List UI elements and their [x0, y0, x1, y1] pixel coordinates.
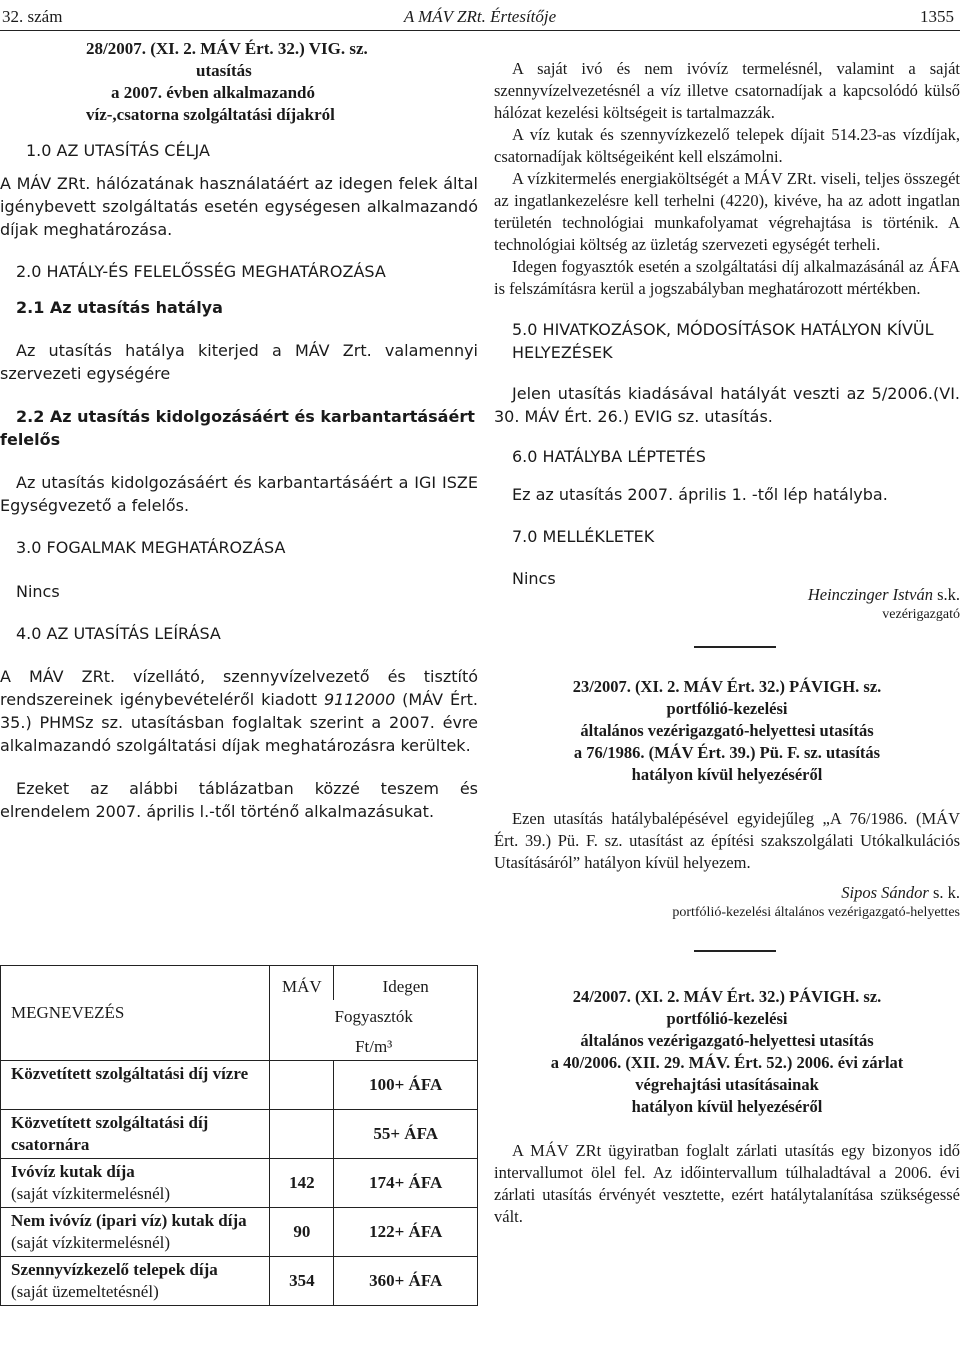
- row-mav-value: [270, 1061, 334, 1110]
- column-header-unit: Ft/m³: [270, 1030, 478, 1061]
- signature-1: Heinczinger István s.k.: [807, 585, 960, 604]
- section-3-text: Nincs: [16, 582, 60, 601]
- right-column: [494, 58, 960, 1228]
- row-mav-value: 90: [270, 1208, 334, 1257]
- row-mav-value: [270, 1110, 334, 1159]
- column-header-mav: MÁV: [270, 966, 334, 1001]
- table-row: [1, 1110, 478, 1159]
- doc2-title: 23/2007. (XI. 2. MÁV Ért. 32.) PÁVIGH. sz. portfólió-kezelési általános vezérigazgató-helyettesi utasítás a 76/1986. (MÁV Ért. 39.) Pü. F. sz. utasítás hatályon kívül helyezéséről: [572, 677, 882, 784]
- doc3-title: 24/2007. (XI. 2. MÁV Ért. 32.) PÁVIGH. sz. portfólió-kezelési általános vezérigazgató-helyettesi utasítás a 40/2006. (XII. 29. MÁV. Ért. 52.) 2006. évi zárlat végrehajtási utasításainak hatályon kívül helyezéséről: [550, 987, 904, 1116]
- row-idegen-value: 100+ ÁFA: [334, 1061, 478, 1110]
- section-2-1-heading: 2.1 Az utasítás hatálya: [16, 298, 223, 317]
- section-2-2-heading: 2.2 Az utasítás kidolgozásáért és karbantartásáért felelős: [0, 407, 475, 449]
- section-2-2-text: Az utasítás kidolgozásáért és karbantartásáért a IGI ISZE Egységvezető a felelős.: [0, 473, 478, 515]
- section-7-text: Nincs: [512, 569, 556, 588]
- doc2-text: Ezen utasítás hatálybalépésével egyidejűleg „A 76/1986. (MÁV Ért. 39.) Pü. F. sz. utasítást az építési szakszolgálati Utókalkulációs Utasításáról” hatályon kívül helyezem.: [494, 809, 960, 872]
- row-idegen-value: 122+ ÁFA: [334, 1208, 478, 1257]
- row-mav-value: 142: [270, 1159, 334, 1208]
- table-row: [1, 1159, 478, 1208]
- row-idegen-value: 55+ ÁFA: [334, 1110, 478, 1159]
- row-label: Nem ivóvíz (ipari víz) kutak díja (saját vízkitermelésnél): [1, 1208, 270, 1257]
- section-2-1-text: Az utasítás hatálya kiterjed a MÁV Zrt. valamennyi szervezeti egységére: [0, 341, 478, 383]
- section-3-heading: 3.0 FOGALMAK MEGHATÁROZÁSA: [16, 538, 286, 557]
- page-number: 1355: [920, 7, 954, 26]
- column-header-name: MEGNEVEZÉS: [1, 966, 270, 1061]
- doc1-title-line: víz-,csatorna szolgáltatási díjakról: [86, 105, 335, 124]
- table-row: [1, 1061, 478, 1110]
- row-label: Közvetített szolgáltatási díj csatornára: [1, 1110, 270, 1159]
- doc1-title: [0, 38, 478, 126]
- page-header: [0, 6, 960, 28]
- right-paragraph-3: A vízkitermelés energiaköltségét a MÁV ZRt. viseli, teljes összegét az ingatlankezelésre kell terhelni (4220), kivéve, ha az adott ingatlan területén technológiai munkafolyamat végrehajtása is történik. A technológiai költség az üzletág szervezeti egységét terheli.: [494, 169, 960, 254]
- doc1-title-line: 28/2007. (XI. 2. MÁV Ért. 32.) VIG. sz.: [86, 39, 368, 58]
- signatory-title: vezérigazgató: [882, 607, 960, 622]
- row-label: Közvetített szolgáltatási díj vízre: [1, 1061, 270, 1110]
- table-row: [1, 1257, 478, 1306]
- row-idegen-value: 174+ ÁFA: [334, 1159, 478, 1208]
- row-label: Szennyvízkezelő telepek díja (saját üzemeltetésnél): [1, 1257, 270, 1306]
- signatory-name: Sipos Sándor: [841, 883, 929, 902]
- section-4-text-2: Ezeket az alábbi táblázatban közzé teszem és elrendelem 2007. április l.-től történő alkalmazásukat.: [0, 779, 478, 821]
- section-6-heading: 6.0 HATÁLYBA LÉPTETÉS: [512, 447, 706, 466]
- doc1-title-line: a 2007. évben alkalmazandó: [111, 83, 316, 102]
- section-4-text: [0, 665, 478, 757]
- fee-table: [0, 965, 478, 1306]
- section-7-heading: 7.0 MELLÉKLETEK: [512, 527, 655, 546]
- section-2-heading: 2.0 HATÁLY-ÉS FELELŐSSÉG MEGHATÁROZÁSA: [16, 262, 386, 281]
- section-5-text: Jelen utasítás kiadásával hatályát veszti az 5/2006.(VI. 30. MÁV Ért. 26.) EVIG sz. utasítás.: [494, 384, 960, 426]
- right-paragraph-2: A víz kutak és szennyvízkezelő telepek díjait 514.23-as vízdíjak, csatornadíjak költségeiként kell elszámolni.: [494, 125, 960, 166]
- doc3-text: A MÁV ZRt ügyiratban foglalt zárlati utasítás egy bizonyos idő intervallumot ölel fel. Az időintervallum túlhaladtával a 2006. évi zárlati utasítás érvényét vesztette, ezért hatálytalanítása szükségessé vált.: [494, 1141, 960, 1226]
- left-column: [0, 38, 478, 823]
- signatory-name: Heinczinger István: [807, 585, 933, 604]
- section-6-text: Ez az utasítás 2007. április 1. -től lép hatályba.: [512, 485, 888, 504]
- section-4-text-b: (MÁV Ért. 35.) PHMSz sz. utasításban foglaltak szerint a 2007. évre alkalmazandó szolgáltatási díjak meghatározásra kerültek.: [0, 690, 478, 755]
- table-row: [1, 1208, 478, 1257]
- doc1-title-line: utasítás: [196, 61, 252, 80]
- section-1-heading: 1.0 AZ UTASÍTÁS CÉLJA: [26, 141, 210, 160]
- row-idegen-value: 360+ ÁFA: [334, 1257, 478, 1306]
- column-header-idegen: Idegen: [334, 966, 478, 1001]
- issue-number: 32. szám: [2, 7, 63, 26]
- separator-rule: [694, 646, 776, 648]
- signature-2: Sipos Sándor s. k.: [841, 883, 960, 902]
- column-header-fogyasztok: Fogyasztók: [270, 1000, 478, 1030]
- section-1-text: A MÁV ZRt. hálózatának használatáért az idegen felek által igénybevett szolgáltatás esetén egységesen alkalmazandó díjak meghatározása.: [0, 174, 478, 239]
- right-paragraph-1: A saját ivó és nem ivóvíz termelésnél, valamint a saját szennyvízelvezetésnél a víz illetve csatornadíjak a kapcsolódó külső hálózat kezelési költségeit is tartalmazzák.: [494, 59, 960, 122]
- right-paragraph-4: Idegen fogyasztók esetén a szolgáltatási díj alkalmazásánál az ÁFA is felszámításra kerül a jogszabályban meghatározott mértékben.: [494, 257, 960, 298]
- section-4-heading: 4.0 AZ UTASÍTÁS LEÍRÁSA: [16, 624, 221, 643]
- section-5-heading: 5.0 HIVATKOZÁSOK, MÓDOSÍTÁSOK HATÁLYON KÍVÜL HELYEZÉSEK: [512, 320, 934, 362]
- separator-rule: [694, 950, 776, 952]
- section-4-text-a: A MÁV ZRt. vízellátó, szennyvízelvezető és tisztító rendszereinek igénybevételéről kiadott: [0, 667, 478, 709]
- row-mav-value: 354: [270, 1257, 334, 1306]
- publication-title: A MÁV ZRt. Értesítője: [403, 7, 557, 26]
- regulation-reference: 9112000: [323, 690, 396, 709]
- table-header-row: [1, 966, 478, 1001]
- row-label: Ivóvíz kutak díja (saját vízkitermelésnél): [1, 1159, 270, 1208]
- signatory-title: portfólió-kezelési általános vezérigazgató-helyettes: [672, 905, 960, 920]
- header-rule: [0, 30, 960, 31]
